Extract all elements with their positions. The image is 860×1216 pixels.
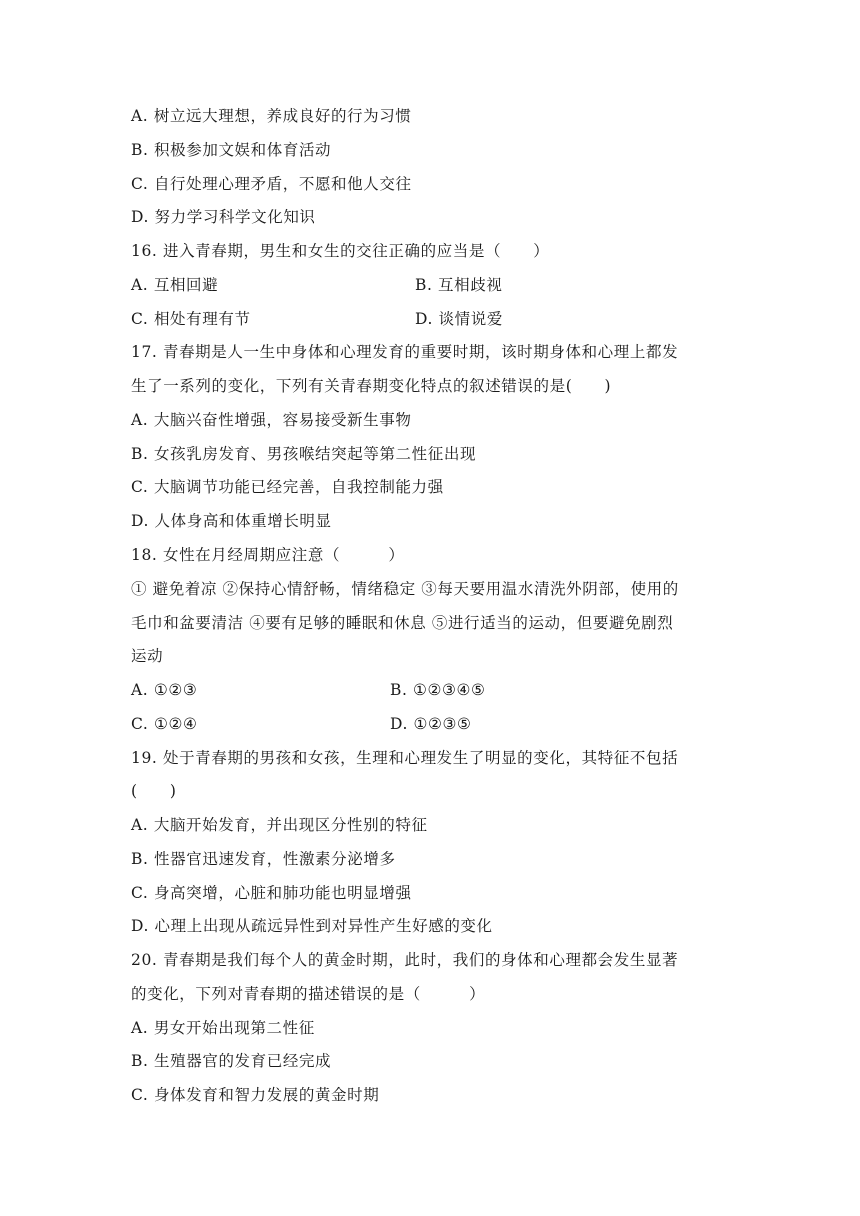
q19-stem-line-1: 19. 处于青春期的男孩和女孩，生理和心理发生了明显的变化，其特征不包括 [131,749,679,767]
q20-stem-line-2: 的变化，下列对青春期的描述错误的是（ ） [131,985,486,1003]
q20-option-b: B. 生殖器官的发育已经完成 [131,1052,332,1070]
q17-stem-line-2: 生了一系列的变化，下列有关青春期变化特点的叙述错误的是( ) [131,377,612,395]
q16-option-b: B. 互相歧视 [415,276,503,294]
q19-option-a: A. 大脑开始发育，并出现区分性别的特征 [131,816,428,834]
q16-option-a: A. 互相回避 [131,276,219,294]
q16-option-d: D. 谈情说爱 [415,310,503,328]
q16-option-c: C. 相处有理有节 [131,310,251,328]
q19-option-d: D. 心理上出现从疏远异性到对异性产生好感的变化 [131,917,493,935]
q18-option-b: B. ①②③④⑤ [390,681,486,699]
q18-option-c: C. ①②④ [131,715,198,733]
q15-option-b: B. 积极参加文娱和体育活动 [131,141,332,159]
q18-option-a: A. ①②③ [131,681,198,699]
q19-stem-line-2: ( ) [131,782,177,800]
q20-stem-line-1: 20. 青春期是我们每个人的黄金时期，此时，我们的身体和心理都会发生显著 [131,951,679,969]
q15-option-c: C. 自行处理心理矛盾，不愿和他人交往 [131,175,412,193]
q15-option-d: D. 努力学习科学文化知识 [131,208,316,226]
q18-option-d: D. ①②③⑤ [390,715,472,733]
q17-option-a: A. 大脑兴奋性增强，容易接受新生事物 [131,411,412,429]
q16-stem: 16. 进入青春期，男生和女生的交往正确的应当是（ ） [131,242,550,260]
q17-option-d: D. 人体身高和体重增长明显 [131,512,332,530]
q17-stem-line-1: 17. 青春期是人一生中身体和心理发育的重要时期，该时期身体和心理上都发 [131,343,679,361]
q19-option-b: B. 性器官迅速发育，性激素分泌增多 [131,850,396,868]
q17-option-c: C. 大脑调节功能已经完善，自我控制能力强 [131,478,444,496]
q20-option-a: A. 男女开始出现第二性征 [131,1019,315,1037]
q18-stem: 18. 女性在月经周期应注意（ ） [131,546,405,564]
q19-option-c: C. 身高突增，心脏和肺功能也明显增强 [131,884,412,902]
q15-option-a: A. 树立远大理想，养成良好的行为习惯 [131,107,412,125]
q18-body-line-2: 毛巾和盆要清洁 ④要有足够的睡眠和休息 ⑤进行适当的运动，但要避免剧烈 [131,614,674,632]
q20-option-c: C. 身体发育和智力发展的黄金时期 [131,1086,380,1104]
q18-body-line-1: ① 避免着凉 ②保持心情舒畅，情绪稳定 ③每天要用温水清洗外阴部，使用的 [131,580,679,598]
q17-option-b: B. 女孩乳房发育、男孩喉结突起等第二性征出现 [131,445,477,463]
q18-body-line-3: 运动 [131,647,164,665]
